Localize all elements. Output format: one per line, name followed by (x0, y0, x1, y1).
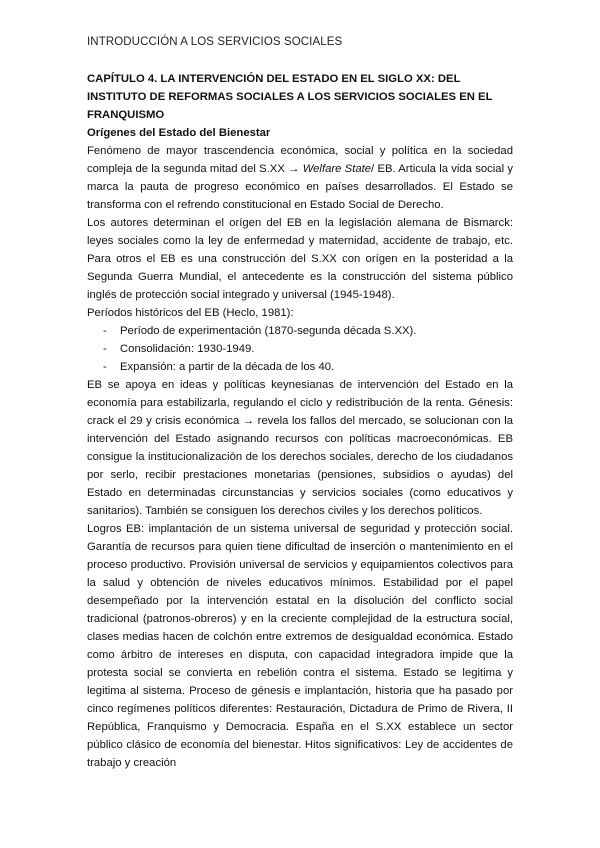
paragraph-intro-end: / EB. Articula la vida social y marca la pauta de progreso económico en países desarrollados. El Estado se transforma con el refrendo constitucional en Estado Social de Derecho. (87, 163, 514, 211)
running-header: INTRODUCCIÓN A LOS SERVICIOS SOCIALES (87, 36, 343, 48)
periods-intro: Períodos históricos del EB (Heclo, 1981): (87, 307, 294, 319)
paragraph-intro (87, 142, 513, 214)
list-item (87, 340, 513, 358)
welfare-state-term: Welfare State (302, 163, 372, 175)
section-subtitle: Orígenes del Estado del Bienestar (87, 127, 271, 139)
list-item (87, 322, 513, 340)
chapter-title: CAPÍTULO 4. LA INTERVENCIÓN DEL ESTADO EN EL SIGLO XX: DEL INSTITUTO DE REFORMAS SOCIALES A LOS SERVICIOS SOCIALES EN EL FRANQUISMO (87, 73, 493, 121)
list-dash: - (103, 325, 107, 337)
list-dash: - (103, 361, 107, 373)
list-item-text: Consolidación: 1930-1949. (120, 343, 255, 355)
periods-list (87, 322, 513, 376)
paragraph-achievements: Logros EB: implantación de un sistema universal de seguridad y protección social. Garantía de recursos para quien tiene dificultad de inserción o mantenimiento en el proceso productivo. Provisión universal de servicios y equipamientos colectivos para la salud y obtención de niveles educativos mínimos. Estabilidad por el papel desempeñado por la intervención estatal en la disolución del conflicto social tradicional (patronos-obreros) y en la creciente complejidad de la estructura social, clases medias hacen de colchón entre extremos de desigualdad económica. Estado como árbitro de intereses en disputa, con capacidad integradora impide que la protesta social se convierta en rebelión contra el sistema. Estado se legitima y legitima al sistema. Proceso de génesis e implantación, historia que ha pasado por cinco regímenes políticos diferentes: Restauración, Dictadura de Primo de Rivera, II República, Franquismo y Democracia. España en el S.XX establece un sector público clásico de economía del bienestar. Hitos significativos: Ley de accidentes de trabajo y creación (87, 523, 513, 769)
list-item-text: Expansión: a partir de la década de los 40. (120, 361, 335, 373)
paragraph-intro-start: Fenómeno de mayor trascendencia económica, social y política en la sociedad compleja de la segunda mitad del S.XX → (87, 145, 513, 175)
paragraph-origins: Los autores determinan el orígen del EB en la legislación alemana de Bismarck: leyes sociales como la ley de enfermedad y maternidad, accidente de trabajo, etc. Para otros el EB es una construcción del S.XX con orígen en la posteridad a la Segunda Guerra Mundial, el antecedente es la construcción del sistema público inglés de protección social integrado y universal (1945-1948). (87, 217, 513, 301)
list-dash: - (103, 343, 107, 355)
list-item (87, 358, 513, 376)
list-item-text: Período de experimentación (1870-segunda década S.XX). (120, 325, 417, 337)
paragraph-keynesian: EB se apoya en ideas y políticas keynesianas de intervención del Estado en la economía para estabilizarla, regulando el ciclo y redistribución de la renta. Génesis: crack el 29 y crisis económica → revela los fallos del mercado, se solucionan con la intervención del Estado asignando recursos con políticas macroeconómicas. EB consigue la institucionalización de los derechos sociales, derecho de los ciudadanos por serlo, recibir prestaciones monetarias (pensiones, subsidios o ayudas) del Estado en determinadas circunstancias y servicios sociales (como educativos y sanitarios). También se consiguen los derechos civiles y los derechos políticos. (87, 379, 513, 517)
